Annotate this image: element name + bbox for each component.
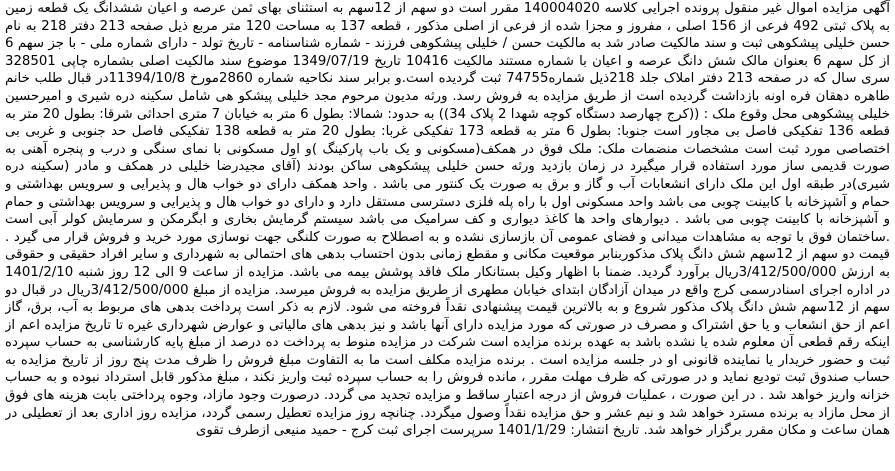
auction-notice-document <box>5 0 890 471</box>
auction-notice-text: آگهی مزایده اموال غیر منقول پرونده اجرایی کلاسه 140004020 مقرر است دو سهم از 12سهم به استثنای بهای ثمن عرصه و اعیان ششدانگ یک قطعه زمین به پلاک ثبتی 492 فرعی از 156 اصلی ، مفروز و مجزا شده از فرعی از اصلی مذکور ، قطعه 137 به مساحت 120 متر مربع ذیل صفحه 213 دفتر 218 به نام حسن خلیلی پیشکوهی ثبت و سند مالکیت صادر شد به مالکیت حسن / خلیلی پیشکوهی فرزند - شماره شناسنامه - تاریخ تولد - دارای شماره ملی - با جز سهم 6 از کل سهم 6 بعنوان مالک شش دانگ عرصه و اعیان با شماره مستند مالکیت 10416 تاریخ 1349/07/19 موضوع سند مالکیت اصلی بشماره چاپی 328501 سری سال که در صفحه 213 دفتر املاک جلد 218ذیل شماره74755 ثبت گردیده است.و برابر سند نکاحیه شماره 2860مورخ 11394/10/8در قبال طلب خانم طاهره دهقان فره اونه بازداشت گردیده است از طریق مزایده به فروش رسد. ورثه مدیون مرحوم مجد خلیلی پیشکو هی شامل سکینه دره شیری و امیرحسین خلیلی پیشکوهی محل وقوع ملک : ((کرج چهارصد دستگاه کوچه شهدا 2 پلاک 34)) به حدود: شمالا: بطول 6 متر به خیابان 7 متری احداثی شرقا: بطول 20 متر به قطعه 136 تفکیکی فاصل بی مجاور است جنوبا: بطول 6 متر به قطعه 173 تفکیکی غربا: بطول 20 متر به قطعه 138 تفکیکی فاصل حد جنوبی و غربی بی اختصاصی مورد ثبت است مشخصات منضمات ملک: ملک فوق در همکف(مسکونی و یک باب پارکینگ )و اول مسکونی با نمای سنگی و درب و پنجره آهنی به صورت قدیمی ساز مورد استفاده قرار میگیرد در زمان بازدید ورثه حسن خلیلی پیشکوهی ساکن بودند (آقای مجیدرضا خلیلی در همکف و مادر (سکینه دره شیری)در طبقه اول این ملک دارای انشعابات آب و گاز و برق به صورت یک کنتور می باشد . واحد همکف دارای دو خواب هال و پذیرایی و سرویس بهداشتی و حمام و آشپزخانه با کابینت چوبی می باشد واحد مسکونی اول با راه پله فلزی دسترسی مستقل دارد و دارای دو خواب هال و پذیرایی و سرویس بهداشتی و حمام و آشپزخانه با کابینت چوبی می باشد . دیوارهای واحد ها کاغذ دیواری و کف سرامیک می باشد سیستم گرمایش بخاری و ابگرمکن و سرمایش کولر آبی است .ساختمان فوق با توجه به مشاهدات میدانی و فضای عمومی آن بازسازی نشده و به اصطلاح به صورت کلنگی جهت نوسازی مورد خرید و فروش قرار می گیرد . قیمت دو سهم از 12سهم شش دانگ پلاک مذکوربنابر موقعیت مکانی و مقطع زمانی بدون احتساب بدهی های احتمالی به شهرداری و سایر افراد حقیقی و حقوقی به ارزش 3/412/500/000ریال برآورد گردید. ضمنا با اظهار وکیل بستانکار ملک فاقد پوشش بیمه می باشد. مزایده از ساعت 9 الی 12 روز شنبه 1401/2/10 در اداره اجرای اسنادرسمی کرج واقع در میدان آزادگان ابتدای خیابان مطهری از طریق مزایده به فروش میرسد. مزایده از مبلغ 3/412/500/000ریال در قبال دو سهم از 12سهم شش دانگ پلاک مذکور شروع و به بالاترین قیمت پیشنهادی نقداً فروخته می شود. لازم به ذکر است پرداخت بدهی های مربوط به آب، برق، گاز اعم از حق انشعاب و یا حق اشتراک و مصرف در صورتی که مورد مزایده دارای آنها باشد و نیز بدهی های مالیاتی و عوارض شهرداری غیره تا تاریخ مزایده اعم از اینکه رقم قطعی آن معلوم شده یا نشده باشد به عهده برنده مزایده است شرکت در مزایده منوط به پرداخت ده درصد از مبلغ پایه کارشناسی به حساب سپرده ثبت و حضور خریدار یا نماینده قانونی او در جلسه مزایده است . برنده مزایده مکلف است ما به التفاوت مبلغ فروش را ظرف مدت پنج روز از تاریخ مزایده به حساب صندوق ثبت تودیع نماید و در صورتی که ظرف مهلت مقرر ، مانده فروش را به حساب سپرده ثبت واریز نکند ، مبلغ مذکور قابل استرداد نبوده و به حساب خزانه واریز خواهد شد . در این صورت ، عملیات فروش از درجه اعتبار ساقط و مزایده تجدید می گردد. درصورت وجود مازاد، وجوه پرداختی بابت هزینه های فوق از محل مازاد به برنده مسترد خواهد شد و نیم عشر و حق مزایده نقداً وصول میگردد. چنانچه روز مزایده تعطیل رسمی گردد، مزایده روز اداری بعد از تعطیلی در همان ساعت و مکان مقرر برگزار خواهد شد. تاریخ انتشار: 1401/1/29 سرپرست اجرای ثبت کرج - حمید منیعی ازطرف تقوی <box>5 1 890 439</box>
